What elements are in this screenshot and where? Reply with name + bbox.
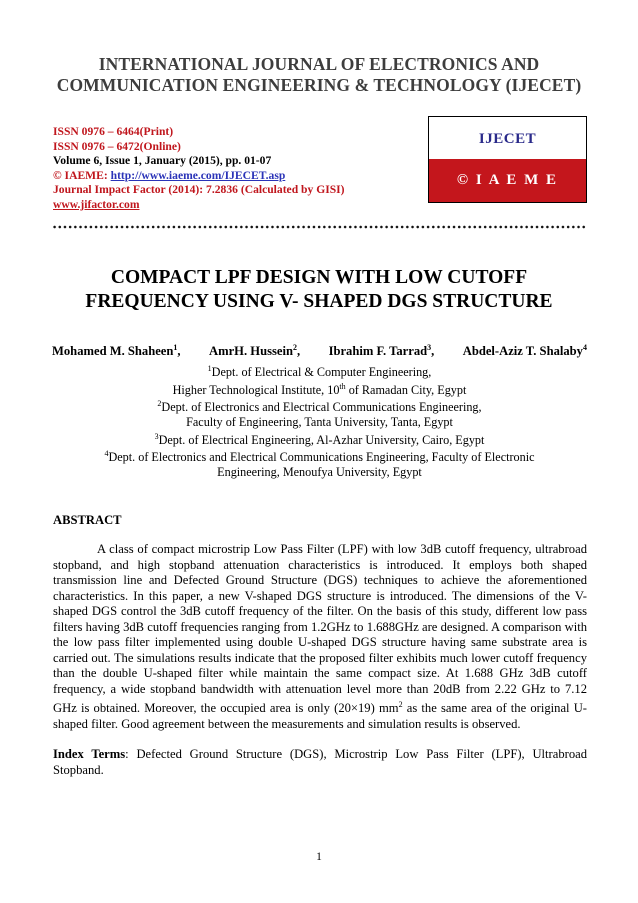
index-terms-text: : Defected Ground Structure (DGS), Microstrip Low Pass Filter (LPF), Ultrabroad Stopband.: [53, 747, 588, 777]
affiliation-1-line2: Higher Technological Institute, 10th of Ramadan City, Egypt: [172, 381, 467, 397]
index-terms-label: Index Terms: [53, 747, 126, 761]
badge-iaeme: © I A E M E: [429, 159, 586, 202]
author: Mohamed M. Shaheen$^1$,: [52, 343, 181, 359]
badge-ijecet: IJECET: [478, 130, 537, 147]
volume-issue: Volume 6, Issue 1, January (2015), pp. 01-07: [53, 154, 272, 168]
paper-title-line1: COMPACT LPF DESIGN WITH LOW CUTOFF: [110, 267, 528, 288]
iaeme-line: [53, 169, 345, 184]
author: Abdel-Aziz T. Shalaby$^4$: [462, 343, 587, 359]
journal-badge: [428, 116, 587, 203]
affiliation-2-line1: $^2$Dept. of Electronics and Electrical Communications Engineering,: [157, 399, 482, 415]
abstract-heading: ABSTRACT: [53, 513, 122, 527]
affiliation-2-line2: Faculty of Engineering, Tanta University, Tanta, Egypt: [186, 414, 453, 429]
jifactor-link[interactable]: www.jifactor.com: [53, 197, 140, 211]
affiliation-4-line1: $^4$Dept. of Electronics and Electrical Communications Engineering, Faculty of Electronic: [104, 449, 535, 465]
iaeme-link[interactable]: http://www.iaeme.com/IJECET.asp: [110, 168, 286, 182]
journal-metadata: [53, 125, 345, 213]
paper-title: [40, 266, 598, 313]
journal-title-line2: COMMUNICATION ENGINEERING & TECHNOLOGY (IJECET): [56, 75, 582, 95]
affiliations: [52, 362, 587, 479]
index-terms: [53, 747, 587, 778]
author: AmrH. Hussein$^2$,: [209, 343, 301, 359]
affiliation-3-line1: $^3$Dept. of Electrical Engineering, Al-Azhar University, Cairo, Egypt: [154, 431, 485, 447]
author-list: [52, 343, 587, 359]
issn-online: ISSN 0976 – 6472(Online): [53, 139, 181, 153]
journal-title-line1: INTERNATIONAL JOURNAL OF ELECTRONICS AND: [98, 54, 540, 74]
affiliation-1-line1: $^1$Dept. of Electrical & Computer Engineering,: [207, 364, 432, 380]
iaeme-prefix: © IAEME:: [53, 168, 111, 182]
author: Ibrahim F. Tarrad$^3$,: [328, 343, 435, 359]
impact-factor: Journal Impact Factor (2014): 7.2836 (Calculated by GISI): [53, 183, 345, 197]
paper-title-line2: FREQUENCY USING V- SHAPED DGS STRUCTURE: [85, 290, 553, 312]
issn-print: ISSN 0976 – 6464(Print): [53, 125, 174, 138]
affiliation-4-line2: Engineering, Menoufya University, Egypt: [217, 464, 422, 479]
page-number: 1: [316, 851, 322, 863]
abstract-body: A class of compact microstrip Low Pass Filter (LPF) with low 3dB cutoff frequency, ultrabroad stopband, and high stopband attenuation characteristics is introduced. It employs both shaped transmission line and Defected Ground Structure (DGS) techniques to achieve the aforementioned characteristics. In this paper, a new V-shaped DGS structure is introduced. The dimensions of the V-shaped DGS control the 3dB cutoff frequency of the filter. On the basis of this study, different low pass filters having 3dB cutoff frequencies ranging from 1.2GHz to 1.688GHz are designed. A comparison with the low pass filter implemented using double U-shaped DGS structure having same substrate area is carried out. The simulations results indicate that the proposed filter exhibits much lower cutoff frequency than the double U-shaped filter while maintain the same compact size. At 1.688 GHz 3dB cutoff frequency, a wide stopband bandwidth with attenuation level more than 20dB from 2.22 GHz to 7.12 GHz is obtained. Moreover, the occupied area is only (20×19) $mm^2$ as the same area of the original U-shaped filter. Good agreement between the measurements and simulation results is observed.: [53, 542, 587, 732]
journal-title: [40, 54, 598, 96]
dotted-divider: [52, 224, 587, 230]
